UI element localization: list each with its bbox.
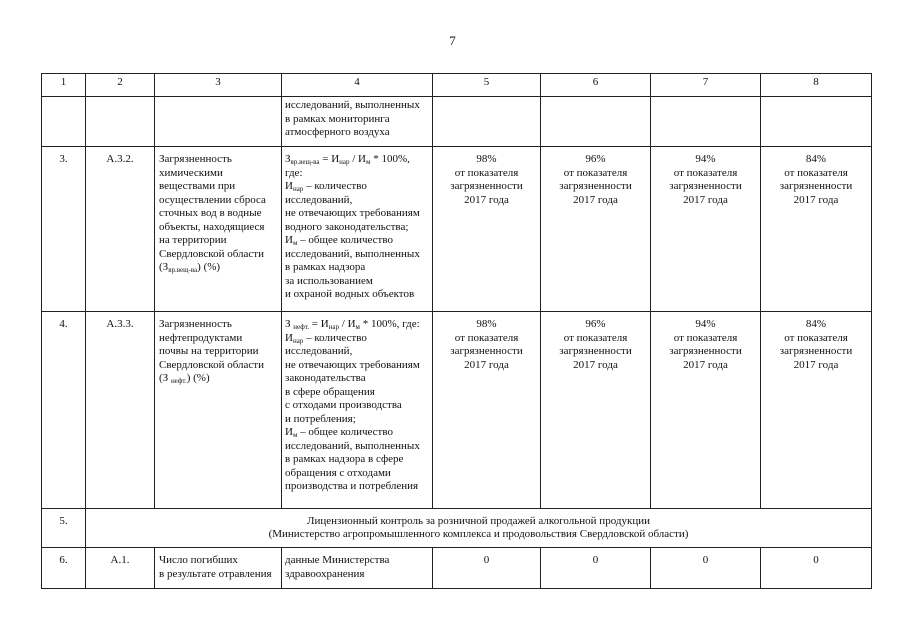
method-cell: З $_{нефт.} = И_{нар} / И_м * 100\%$, где: $И_{нар}$ – количество исследований, не отвечающих требованиям законодательства в сфере обращения с отходами производства и потребления; $И_м$ – общее количество исследований, выполненных в рамках надзора в сфере обращения с отходами производства и потребления [282,312,433,509]
row-number: 3. [42,147,86,312]
header-cell: 6 [541,74,651,97]
header-cell: 2 [86,74,155,97]
indicator-table [41,73,872,589]
table-row-continuation [42,97,872,147]
target-value-cell: 96% от показателя загрязненности 2017 года [541,147,651,312]
method-cell: исследований, выполненных в рамках мониторинга атмосферного воздуха [282,97,433,147]
indicator-name: Загрязненность химическими веществами при осуществлении сброса сточных вод в водные объекты, находящиеся на территории Свердловской области $(З_{вр.вещ-ва})$ (%) [155,147,282,312]
header-cell: 3 [155,74,282,97]
target-value-cell: 98% от показателя загрязненности 2017 года [433,147,541,312]
row-number: 6. [42,548,86,589]
header-cell: 8 [761,74,872,97]
method-cell: $З_{вр.вещ-ва} = И_{нар} / И_м * 100\%$, где: $И_{нар}$ – количество исследований, не отвечающих требованиям водного законодательства; $И_м$ – общее количество исследований, выполненных в рамках надзора за использованием и охраной водных объектов [282,147,433,312]
indicator-code: А.1. [86,548,155,589]
header-cell: 1 [42,74,86,97]
table-row-5-section [42,509,872,548]
target-value-cell: 0 [433,548,541,589]
target-value-cell: 0 [651,548,761,589]
target-value-cell: 0 [761,548,872,589]
indicator-name: Загрязненность нефтепродуктами почвы на территории Свердловской области (З $_{нефт.}$) (%) [155,312,282,509]
target-value-cell: 94% от показателя загрязненности 2017 года [651,147,761,312]
row-number: 4. [42,312,86,509]
indicator-code: А.3.2. [86,147,155,312]
header-cell: 5 [433,74,541,97]
table-header-row [42,74,872,97]
table-row-4 [42,312,872,509]
target-value-cell: 84% от показателя загрязненности 2017 года [761,312,872,509]
header-cell: 7 [651,74,761,97]
indicator-name: Число погибших в результате отравления [155,548,282,589]
indicator-code: А.3.3. [86,312,155,509]
row-number: 5. [42,509,86,548]
method-cell: данные Министерства здравоохранения [282,548,433,589]
target-value-cell: 94% от показателя загрязненности 2017 года [651,312,761,509]
target-value-cell: 0 [541,548,651,589]
target-value-cell: 98% от показателя загрязненности 2017 года [433,312,541,509]
target-value-cell: 96% от показателя загрязненности 2017 года [541,312,651,509]
header-cell: 4 [282,74,433,97]
target-value-cell: 84% от показателя загрязненности 2017 года [761,147,872,312]
table-row-6 [42,548,872,589]
section-title: Лицензионный контроль за розничной продажей алкогольной продукции (Министерство агропромышленного комплекса и продовольствия Свердловской области) [86,509,872,548]
page-number: 7 [449,33,456,48]
table-row-3 [42,147,872,312]
